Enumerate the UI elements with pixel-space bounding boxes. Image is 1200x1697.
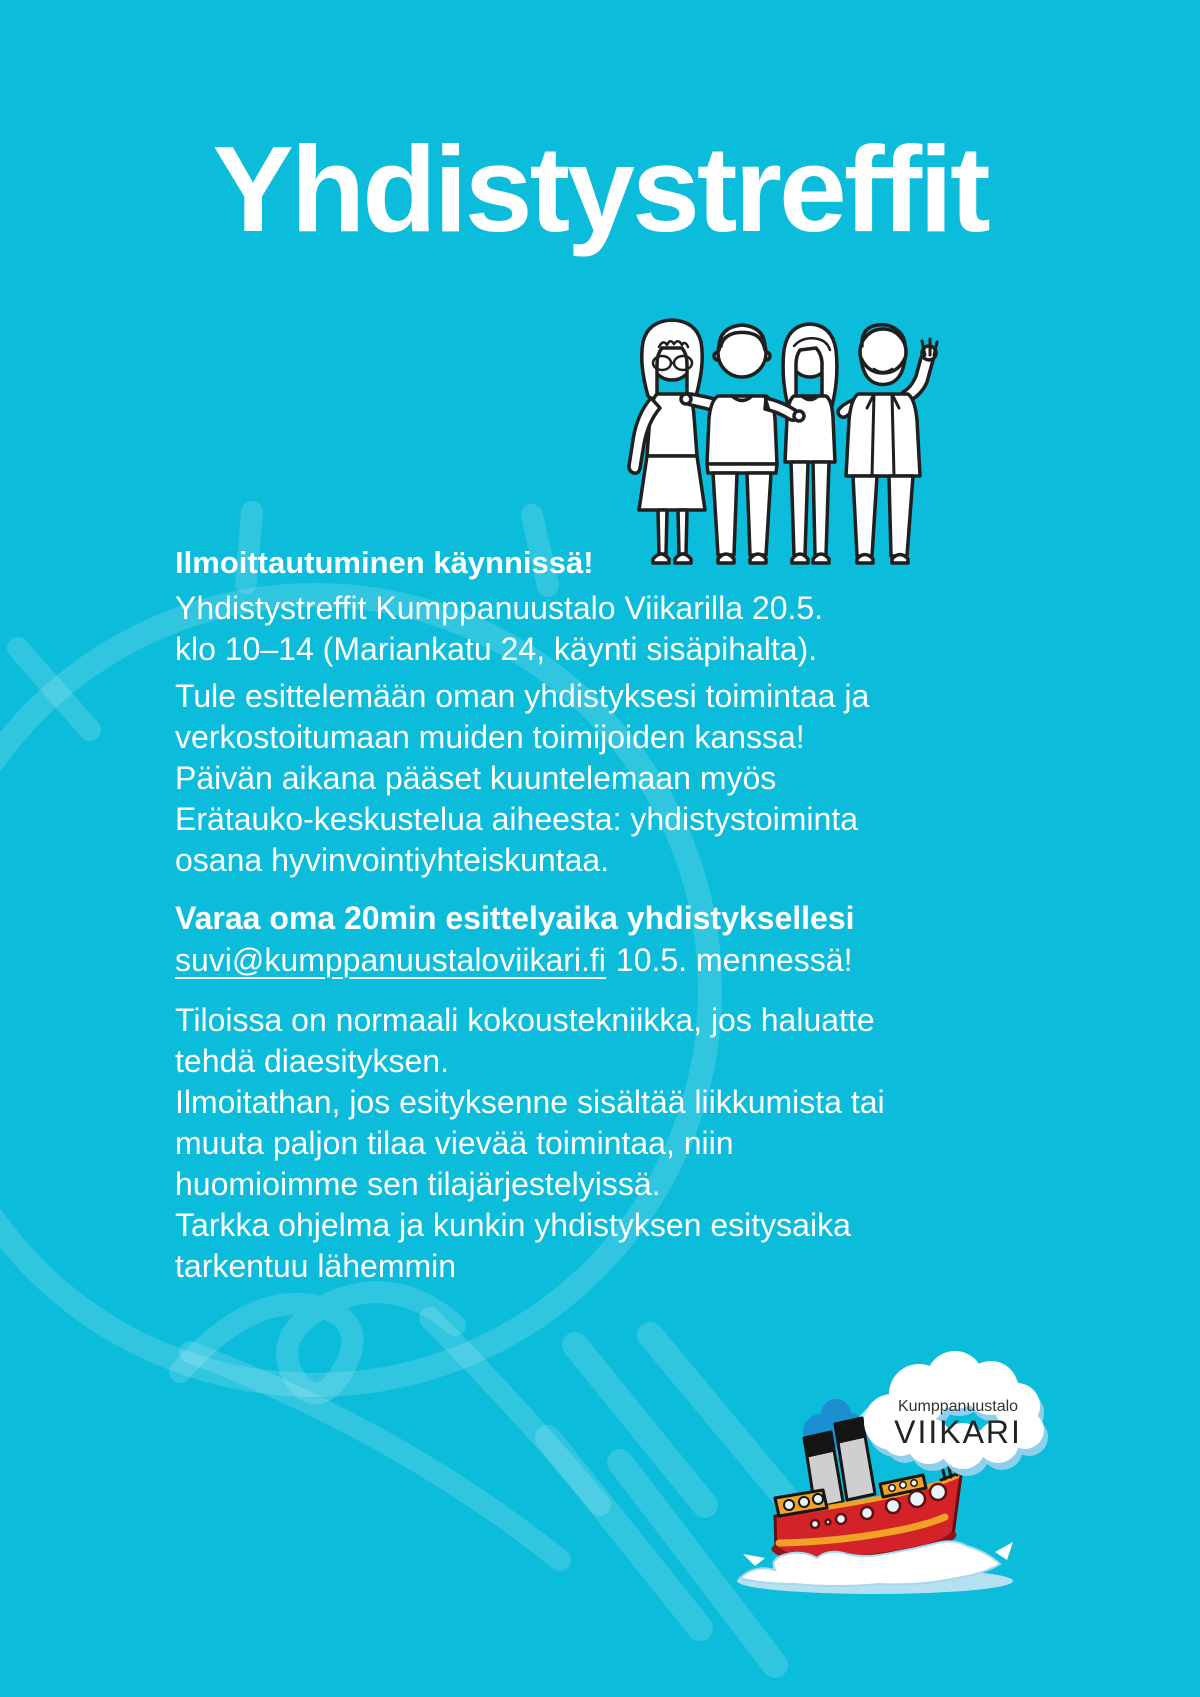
logo-cloud bbox=[864, 1351, 1048, 1476]
event-info-paragraph: Yhdistystreffit Kumppanuustalo Viikarilla 20.5. klo 10–14 (Mariankatu 24, käynti sisäpihalta). bbox=[175, 590, 824, 667]
logo-org-name-main: VIIKARI bbox=[894, 1414, 1022, 1450]
event-description-paragraph: Tule esittelemään oman yhdistyksesi toimintaa ja verkostoitumaan muiden toimijoiden kanssa! Päivän aikana pääset kuuntelemaan myös Erätauko-keskustelua aiheesta: yhdistystoiminta osana hyvinvointiyhteiskuntaa. bbox=[175, 678, 870, 878]
logo-org-name-small: Kumppanuustalo bbox=[897, 1398, 1019, 1415]
registration-heading: Ilmoittautuminen käynnissä! bbox=[175, 545, 594, 580]
person-older-man bbox=[838, 325, 937, 563]
practical-details-paragraph: Tiloissa on normaali kokoustekniikka, jos haluatte tehdä diaesityksen. Ilmoitathan, jos esityksenne sisältää liikkumista tai muuta paljon tilaa vievää toimintaa, niin huomioimme sen tilajärjestelyissä. Tarkka ohjelma ja kunkin yhdistyksen esitysaika tarkentuu lähemmin bbox=[175, 1002, 885, 1284]
booking-heading: Varaa oma 20min esittelyaika yhdistyksellesi bbox=[175, 900, 855, 936]
person-young-woman bbox=[783, 324, 837, 563]
person-older-woman bbox=[629, 320, 705, 563]
viikari-logo bbox=[695, 1338, 1075, 1618]
people-group-illustration bbox=[615, 306, 945, 581]
poster-title: Yhdistystreffit bbox=[212, 121, 988, 257]
deadline-text: 10.5. mennessä! bbox=[615, 942, 853, 978]
contact-line bbox=[175, 940, 852, 981]
email-link[interactable]: suvi@kumppanuustaloviikari.fi bbox=[175, 942, 606, 978]
